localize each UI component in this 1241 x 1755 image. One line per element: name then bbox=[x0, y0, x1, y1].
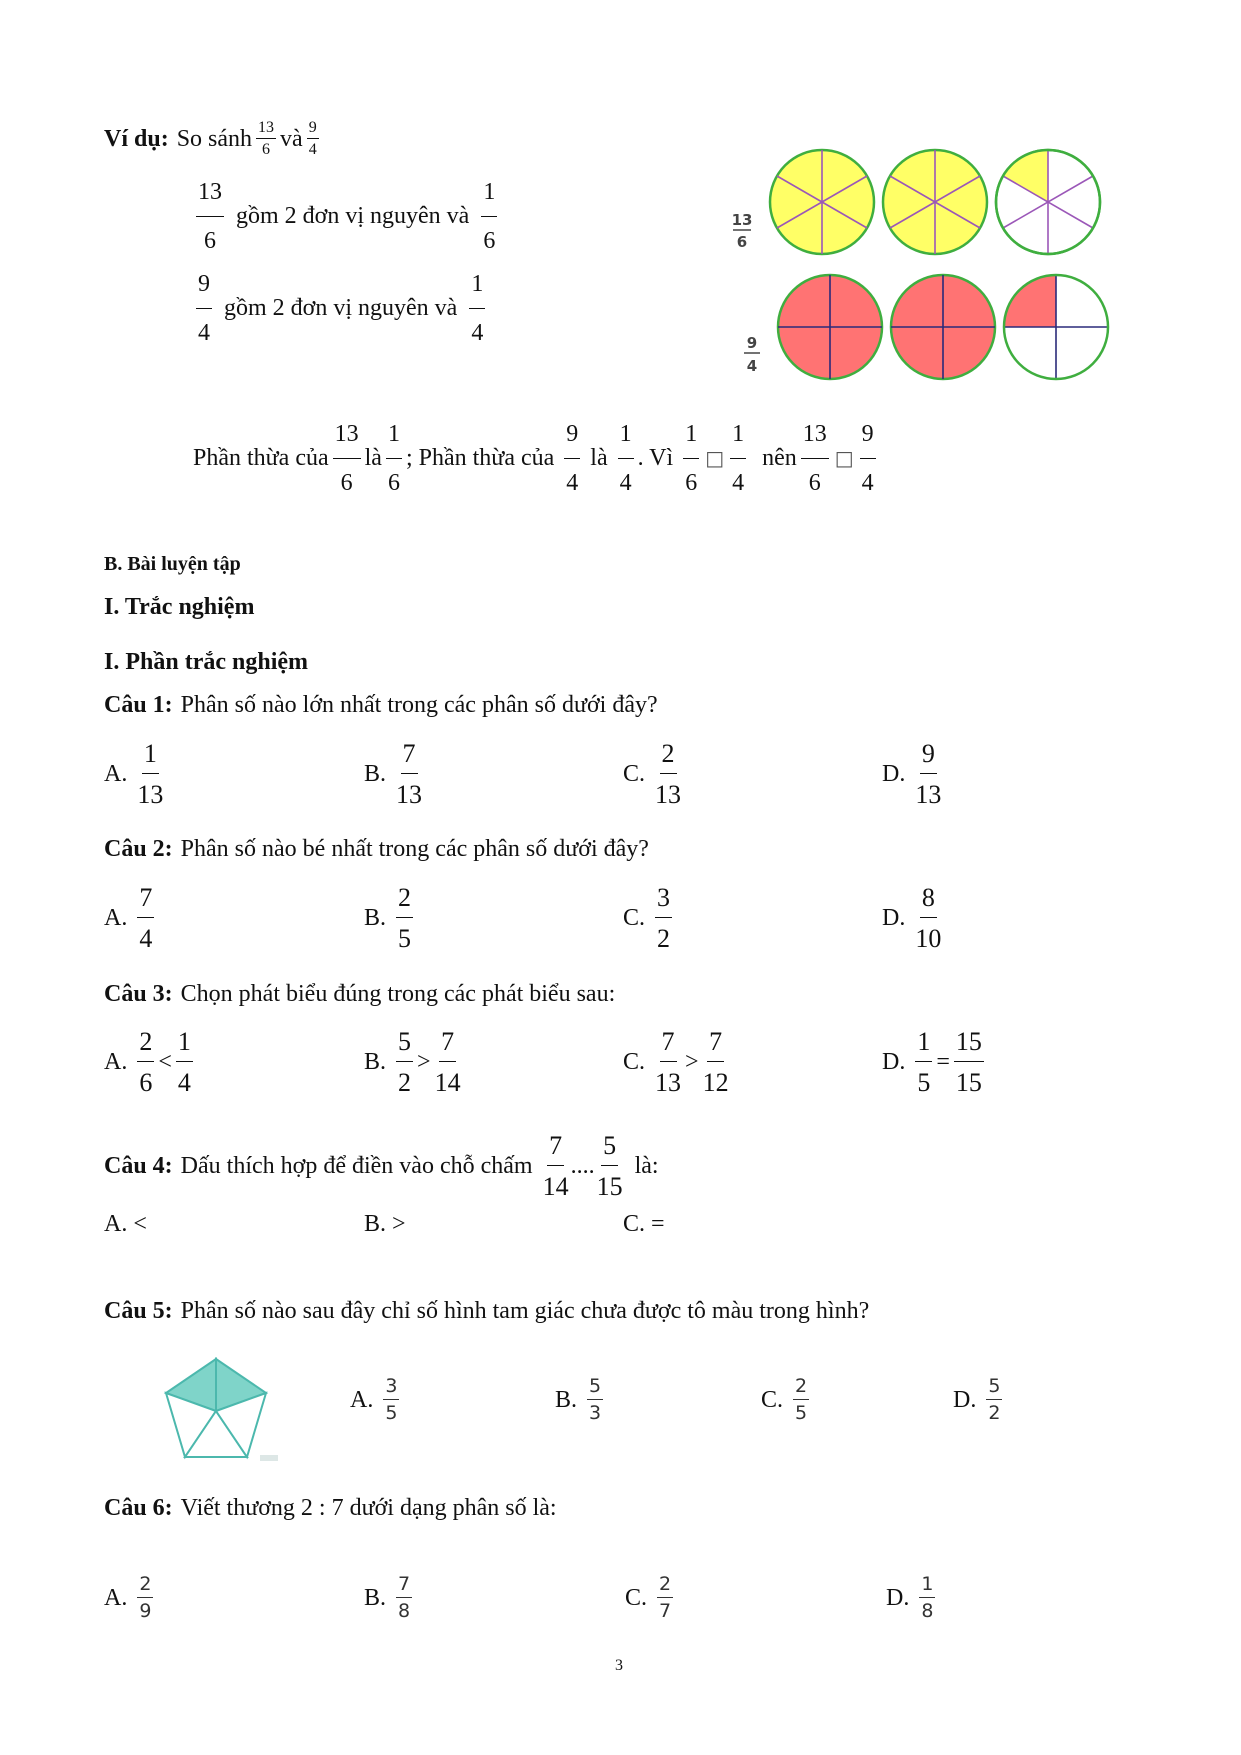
option-letter: B. bbox=[555, 1386, 578, 1413]
svg-text:13: 13 bbox=[731, 211, 753, 229]
fraction: $\frac{3}{2}$ bbox=[657, 882, 671, 953]
fraction: $\frac{1}{6}$ bbox=[685, 420, 698, 496]
label-13-6 bbox=[732, 211, 753, 251]
fraction: $\frac{5}{2}$ bbox=[988, 1375, 1001, 1424]
option-letter: C. bbox=[761, 1386, 784, 1413]
option-value: < bbox=[133, 1211, 147, 1237]
fraction: $\frac{2}{6}$ bbox=[139, 1026, 153, 1097]
fraction: $\frac{9}{13}$ bbox=[915, 738, 942, 809]
section-b-heading: B. Bài luyện tập bbox=[104, 553, 241, 575]
example-line-text: gồm 2 đơn vị nguyên và bbox=[236, 202, 470, 229]
option-letter: C. bbox=[623, 760, 646, 787]
fraction: $\frac{9}{4}$ bbox=[861, 420, 874, 496]
fraction: $\frac{1}{4}$ bbox=[471, 270, 484, 346]
option-letter: D. bbox=[882, 760, 906, 787]
q6-option-a[interactable] bbox=[104, 1568, 157, 1628]
q2-option-b[interactable] bbox=[364, 880, 417, 956]
option-letter: B. bbox=[364, 1048, 387, 1075]
q1-option-d[interactable] bbox=[882, 736, 945, 812]
conclusion-text: ; Phần thừa của bbox=[405, 444, 555, 471]
fraction: $\frac{2}{13}$ bbox=[655, 738, 682, 809]
q6-option-b[interactable] bbox=[364, 1568, 416, 1628]
comparison-operator: < bbox=[158, 1048, 172, 1075]
q1-option-b[interactable] bbox=[364, 736, 426, 812]
fraction: $\frac{2}{5}$ bbox=[398, 882, 412, 953]
fraction: $\frac{1}{4}$ bbox=[732, 420, 745, 496]
question-label: Câu 1: bbox=[104, 691, 173, 718]
label-9-4 bbox=[744, 334, 760, 375]
fraction: $\frac{2}{9}$ bbox=[139, 1573, 152, 1622]
fraction: $\frac{7}{14}$ bbox=[434, 1026, 461, 1097]
comparison-placeholder-box: □ bbox=[705, 446, 725, 470]
q5-option-d[interactable] bbox=[953, 1370, 1006, 1430]
fraction: $\frac{5}{3}$ bbox=[589, 1375, 602, 1424]
fraction: $\frac{2}{7}$ bbox=[659, 1573, 672, 1622]
q3-option-d[interactable] bbox=[882, 1024, 988, 1100]
q2-option-a[interactable] bbox=[104, 880, 158, 956]
fraction: $\frac{2}{5}$ bbox=[795, 1375, 808, 1424]
example-line-text: gồm 2 đơn vị nguyên và bbox=[224, 294, 458, 321]
example-conclusion bbox=[193, 420, 880, 496]
question-text: Phân số nào bé nhất trong các phân số dưới đây? bbox=[180, 835, 649, 862]
question-label: Câu 2: bbox=[104, 835, 173, 862]
fraction: $\frac{1}{8}$ bbox=[921, 1573, 934, 1622]
option-letter: D. bbox=[953, 1386, 977, 1413]
fraction: $\frac{13}{6}$ bbox=[802, 420, 827, 496]
comparison-operator: > bbox=[685, 1048, 699, 1075]
option-letter: B. bbox=[364, 904, 387, 931]
question-label: Câu 5: bbox=[104, 1297, 173, 1324]
yellow-circle-1 bbox=[770, 150, 874, 254]
q5-option-b[interactable] bbox=[555, 1370, 607, 1430]
option-letter: D. bbox=[882, 904, 906, 931]
fill-in-dots: .... bbox=[570, 1152, 595, 1179]
question-label: Câu 6: bbox=[104, 1494, 173, 1521]
example-fraction-2: $\frac{9}{4}$ bbox=[308, 119, 317, 158]
red-circle-1 bbox=[778, 275, 882, 379]
red-circle-3-partial bbox=[1004, 275, 1108, 379]
q6-option-d[interactable] bbox=[886, 1568, 939, 1628]
question-text: Dấu thích hợp để điền vào chỗ chấm bbox=[180, 1152, 533, 1179]
option-value: > bbox=[392, 1211, 406, 1237]
fraction: $\frac{13}{6}$ bbox=[334, 420, 359, 496]
page-number: 3 bbox=[615, 1657, 623, 1674]
red-circle-2 bbox=[891, 275, 995, 379]
fraction: $\frac{9}{4}$ bbox=[566, 420, 579, 496]
example-line-2 bbox=[192, 272, 489, 344]
q5-option-a[interactable] bbox=[350, 1370, 403, 1430]
option-letter: A. bbox=[104, 904, 128, 931]
fraction: $\frac{13}{6}$ bbox=[198, 178, 222, 254]
option-letter: A. bbox=[350, 1386, 374, 1413]
fraction: $\frac{7}{13}$ bbox=[396, 738, 423, 809]
question-text: Chọn phát biểu đúng trong các phát biểu sau: bbox=[180, 980, 616, 1007]
q4-option-b[interactable] bbox=[364, 1211, 406, 1238]
fraction: $\frac{1}{5}$ bbox=[917, 1026, 931, 1097]
example-fraction-1: $\frac{13}{6}$ bbox=[258, 119, 275, 158]
q4-option-c[interactable] bbox=[623, 1211, 665, 1238]
q2-option-c[interactable] bbox=[623, 880, 676, 956]
pentagon-triangles-figure bbox=[160, 1355, 280, 1465]
fraction: $\frac{3}{5}$ bbox=[385, 1375, 398, 1424]
option-letter: B. bbox=[364, 760, 387, 787]
q3-option-a[interactable] bbox=[104, 1024, 197, 1100]
fraction: $\frac{5}{15}$ bbox=[596, 1130, 623, 1201]
question-label: Câu 3: bbox=[104, 980, 173, 1007]
question-1 bbox=[104, 688, 658, 722]
q1-option-a[interactable] bbox=[104, 736, 167, 812]
fraction: $\frac{5}{2}$ bbox=[398, 1026, 412, 1097]
example-label: Ví dụ: bbox=[104, 125, 169, 152]
svg-text:9: 9 bbox=[746, 334, 758, 352]
fraction: $\frac{9}{4}$ bbox=[198, 270, 210, 346]
option-letter: A. bbox=[104, 760, 128, 787]
question-text: Phân số nào sau đây chỉ số hình tam giác chưa được tô màu trong hình? bbox=[180, 1297, 870, 1324]
comparison-operator: = bbox=[936, 1048, 950, 1075]
q1-option-c[interactable] bbox=[623, 736, 685, 812]
q6-option-c[interactable] bbox=[625, 1568, 677, 1628]
fraction: $\frac{7}{12}$ bbox=[702, 1026, 729, 1097]
option-letter: A. bbox=[104, 1048, 128, 1075]
question-6 bbox=[104, 1491, 557, 1525]
heading-trac-nghiem: I. Trắc nghiệm bbox=[104, 594, 255, 620]
question-text: Viết thương 2 : 7 dưới dạng phân số là: bbox=[180, 1494, 557, 1521]
q3-option-b[interactable] bbox=[364, 1024, 465, 1100]
option-letter: D. bbox=[886, 1584, 910, 1611]
svg-text:6: 6 bbox=[736, 233, 748, 251]
fraction: $\frac{7}{14}$ bbox=[542, 1130, 569, 1201]
conclusion-text: Phần thừa của bbox=[193, 444, 329, 471]
fraction: $\frac{7}{8}$ bbox=[398, 1573, 411, 1622]
conclusion-text: là bbox=[590, 444, 608, 471]
option-value: = bbox=[651, 1211, 665, 1237]
q5-option-c[interactable] bbox=[761, 1370, 813, 1430]
fraction: $\frac{1}{6}$ bbox=[387, 420, 400, 496]
option-letter: B. bbox=[364, 1584, 387, 1611]
fraction: $\frac{15}{15}$ bbox=[955, 1026, 982, 1097]
option-letter: A. bbox=[104, 1211, 128, 1237]
figure-edge bbox=[260, 1455, 278, 1461]
option-letter: B. bbox=[364, 1211, 387, 1237]
q4-option-a[interactable] bbox=[104, 1211, 147, 1238]
fraction-circles-figure bbox=[730, 145, 1110, 390]
question-5 bbox=[104, 1294, 869, 1328]
option-letter: D. bbox=[882, 1048, 906, 1075]
fraction: $\frac{1}{4}$ bbox=[619, 420, 632, 496]
q2-option-d[interactable] bbox=[882, 880, 945, 956]
question-suffix: là: bbox=[634, 1152, 659, 1179]
yellow-circle-3-partial bbox=[996, 150, 1100, 254]
example-line-1 bbox=[192, 180, 501, 252]
conclusion-text: nên bbox=[762, 444, 797, 471]
svg-text:4: 4 bbox=[746, 357, 758, 375]
q3-option-c[interactable] bbox=[623, 1024, 733, 1100]
example-and: và bbox=[280, 125, 303, 152]
question-label: Câu 4: bbox=[104, 1152, 173, 1179]
yellow-circle-2 bbox=[883, 150, 987, 254]
fraction: $\frac{1}{13}$ bbox=[137, 738, 164, 809]
option-letter: C. bbox=[625, 1584, 648, 1611]
option-letter: A. bbox=[104, 1584, 128, 1611]
example-prefix: So sánh bbox=[176, 125, 253, 152]
question-text: Phân số nào lớn nhất trong các phân số dưới đây? bbox=[180, 691, 658, 718]
question-4 bbox=[104, 1128, 659, 1204]
fraction: $\frac{1}{6}$ bbox=[483, 178, 496, 254]
option-letter: C. bbox=[623, 904, 646, 931]
comparison-operator: > bbox=[417, 1048, 431, 1075]
question-2 bbox=[104, 832, 649, 866]
heading-phan-trac-nghiem: I. Phần trắc nghiệm bbox=[104, 649, 308, 675]
example-title bbox=[104, 114, 323, 164]
conclusion-text: . Vì bbox=[637, 444, 674, 471]
fraction: $\frac{8}{10}$ bbox=[915, 882, 942, 953]
fraction: $\frac{7}{4}$ bbox=[139, 882, 153, 953]
option-letter: C. bbox=[623, 1211, 646, 1237]
question-3 bbox=[104, 977, 615, 1011]
fraction: $\frac{1}{4}$ bbox=[177, 1026, 191, 1097]
fraction: $\frac{7}{13}$ bbox=[655, 1026, 682, 1097]
option-letter: C. bbox=[623, 1048, 646, 1075]
comparison-placeholder-box: □ bbox=[834, 446, 854, 470]
conclusion-text: là bbox=[364, 444, 382, 471]
